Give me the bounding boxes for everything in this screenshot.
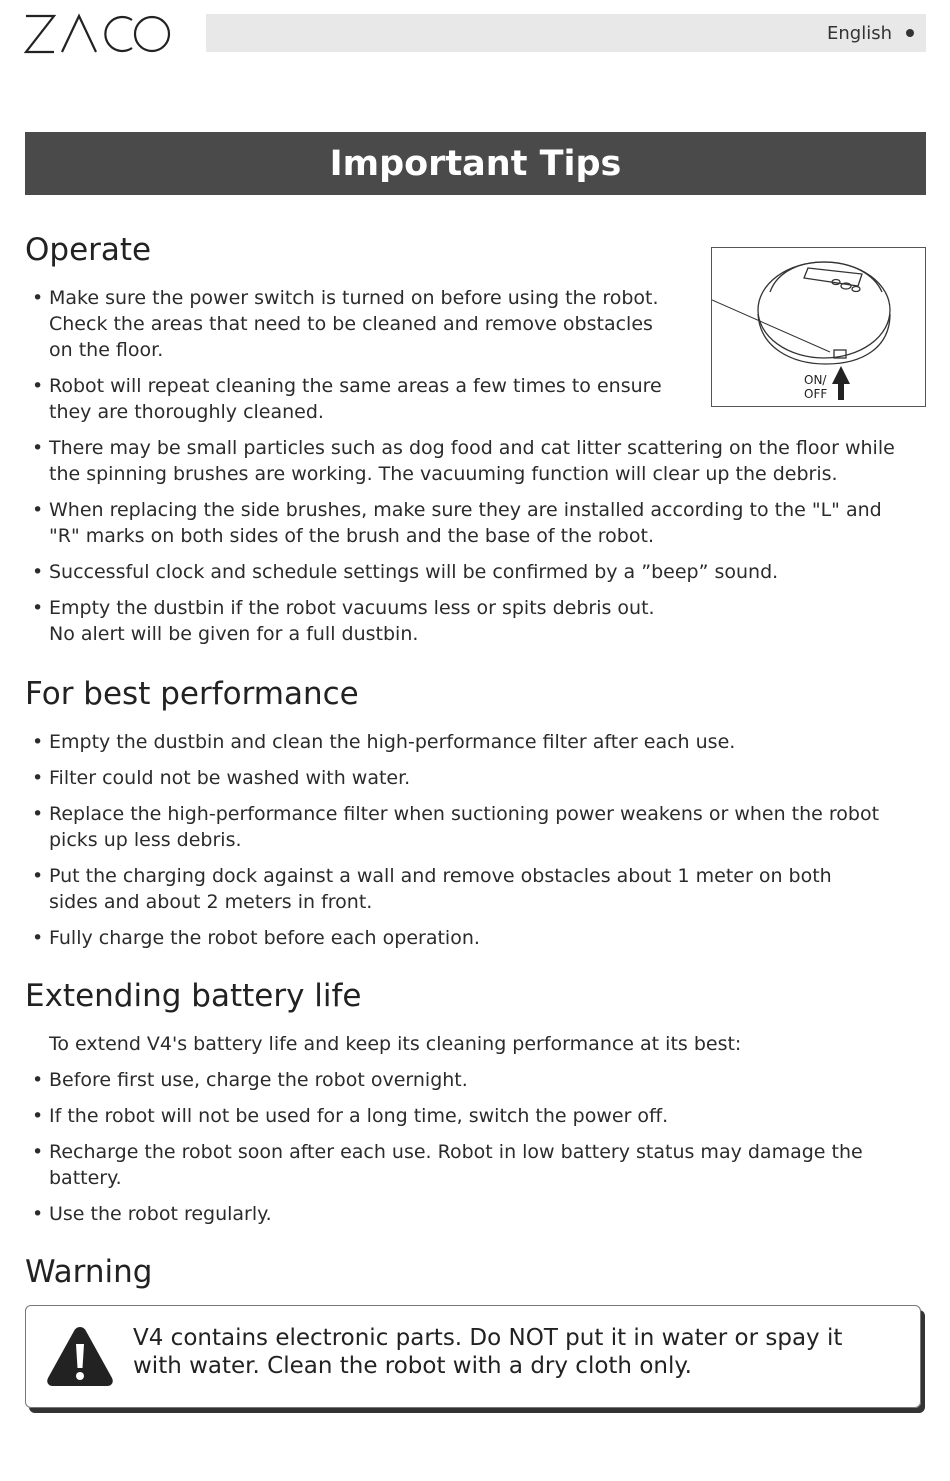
- page-title: [25, 132, 926, 195]
- list-item: • There may be small particles such as dog food and cat litter scattering on the floor while the spinning brushes are working. The vacuuming function will clear up the debris.: [30, 435, 930, 487]
- language-selector[interactable]: [206, 14, 926, 52]
- zaco-logo: [24, 12, 174, 56]
- off-label: OFF: [804, 387, 828, 401]
- on-label: ON/: [804, 373, 827, 387]
- battery-intro: To extend V4's battery life and keep its cleaning performance at its best:: [49, 1033, 742, 1055]
- performance-list: [30, 729, 930, 961]
- section-heading-operate: Operate: [25, 232, 152, 268]
- section-heading-warning: Warning: [25, 1254, 153, 1290]
- language-dot-icon: [906, 29, 914, 37]
- language-label: English: [827, 22, 892, 44]
- battery-list: [30, 1031, 930, 1237]
- list-item: • Fully charge the robot before each operation.: [30, 925, 930, 951]
- list-item: • Use the robot regularly.: [30, 1201, 930, 1227]
- list-item: • Recharge the robot soon after each use. Robot in low battery status may damage the battery.: [30, 1139, 930, 1191]
- list-item: • Empty the dustbin if the robot vacuums less or spits debris out. No alert will be given for a full dustbin.: [30, 595, 930, 647]
- list-item: • Robot will repeat cleaning the same areas a few times to ensure they are thoroughly cleaned.: [30, 373, 930, 425]
- list-item: • Empty the dustbin and clean the high-performance filter after each use.: [30, 729, 930, 755]
- warning-text: V4 contains electronic parts. Do NOT put it in water or spay it with water. Clean the robot with a dry cloth only.: [133, 1325, 843, 1379]
- list-item: • Make sure the power switch is turned on before using the robot. Check the areas that need to be cleaned and remove obstacles on the floor.: [30, 285, 930, 363]
- list-item: • Put the charging dock against a wall and remove obstacles about 1 meter on both sides and about 2 meters in front.: [30, 863, 930, 915]
- operate-list: [30, 285, 930, 657]
- list-item: • When replacing the side brushes, make sure they are installed according to the "L" and "R" marks on both sides of the brush and the base of the robot.: [30, 497, 930, 549]
- section-heading-performance: For best performance: [25, 676, 359, 712]
- section-heading-battery: Extending battery life: [25, 978, 362, 1014]
- list-item: • Before first use, charge the robot overnight.: [30, 1067, 930, 1093]
- list-item: • Replace the high-performance filter when suctioning power weakens or when the robot picks up less debris.: [30, 801, 930, 853]
- list-item: • Filter could not be washed with water.: [30, 765, 930, 791]
- list-item: • If the robot will not be used for a long time, switch the power off.: [30, 1103, 930, 1129]
- list-item: • Successful clock and schedule settings will be confirmed by a ”beep” sound.: [30, 559, 930, 585]
- page-title-text: Important Tips: [329, 143, 622, 184]
- warning-box: [25, 1305, 921, 1408]
- warning-triangle-icon: [45, 1324, 115, 1388]
